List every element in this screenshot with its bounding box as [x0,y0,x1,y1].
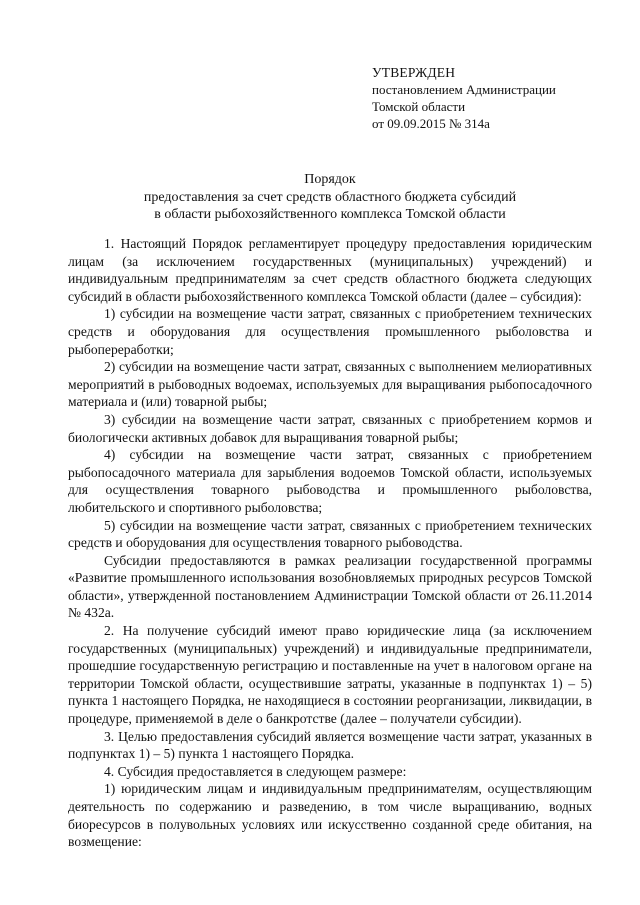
approval-heading: УТВЕРЖДЕН [372,65,456,80]
paragraph: 4. Субсидия предоставляется в следующем размере: [104,763,407,779]
paragraph: 2) субсидии на возмещение части затрат, связанных с выполнением мелиоративных мероприятий в рыбоводных водоемах, используемых для выращивания рыбопосадочного материала и (или) товарной рыбы; [68,359,592,410]
paragraph: 3) субсидии на возмещение части затрат, связанных с приобретением кормов и биологически активных добавок для выращивания товарной рыбы; [68,411,592,445]
paragraph: 3. Целью предоставления субсидий является возмещение части затрат, указанных в подпунктах 1) – 5) пункта 1 настоящего Порядка. [68,728,592,762]
approval-line: постановлением Администрации [372,82,556,97]
paragraph: 4) субсидии на возмещение части затрат, связанных с приобретением рыбопосадочного материала для зарыбления водоемов Томской области, используемых для осуществления товарного рыбоводства и промышленного рыболовства, любительского и спортивного рыболовства; [68,447,592,515]
paragraph: 5) субсидии на возмещение части затрат, связанных с приобретением технических средств и оборудования для осуществления товарного рыбоводства. [68,517,592,551]
document-title [60,171,600,224]
paragraph: 1. Настоящий Порядок регламентирует процедуру предоставления юридическим лицам (за исключением государственных (муниципальных) учреждений) и индивидуальным предпринимателям за счет средств областного бюджета следующих субсидий в области рыбохозяйственного комплекса Томской области (далее – субсидия): [68,236,592,304]
title-line: Порядок [304,172,356,187]
approval-block [372,64,556,132]
paragraph: Субсидии предоставляются в рамках реализации государственной программы «Развитие промышленного использования возобновляемых природных ресурсов Томской области», утвержденной постановлением Администрации Томской области от 26.11.2014 № 432а. [68,552,592,621]
paragraph: 2. На получение субсидий имеют право юридические лица (за исключением государственных (муниципальных) учреждений) и индивидуальные предприниматели, прошедшие государственную регистрацию и поставленные на учет в налоговом органе на территории Томской области, осуществившие затраты, указанные в подпунктах 1) – 5) пункта 1 настоящего Порядка, не находящиеся в состоянии реорганизации, ликвидации, в процедуре, применяемой в деле о банкротстве (далее – получатели субсидии). [68,623,592,727]
approval-line: Томской области [372,99,466,114]
title-line: в области рыбохозяйственного комплекса Томской области [154,207,506,222]
title-line: предоставления за счет средств областного бюджета субсидий [143,189,517,205]
document-body [68,235,592,851]
paragraph: 1) субсидии на возмещение части затрат, связанных с приобретением технических средств и оборудования для осуществления промышленного рыболовства и рыбопереработки; [68,306,592,357]
approval-date: от 09.09.2015 № 314а [372,116,490,131]
paragraph: 1) юридическим лицам и индивидуальным предпринимателям, осуществляющим деятельность по содержанию и разведению, в том числе выращиванию, водных биоресурсов в полувольных условиях или искусственно созданной среде обитания, на возмещение: [68,781,592,850]
